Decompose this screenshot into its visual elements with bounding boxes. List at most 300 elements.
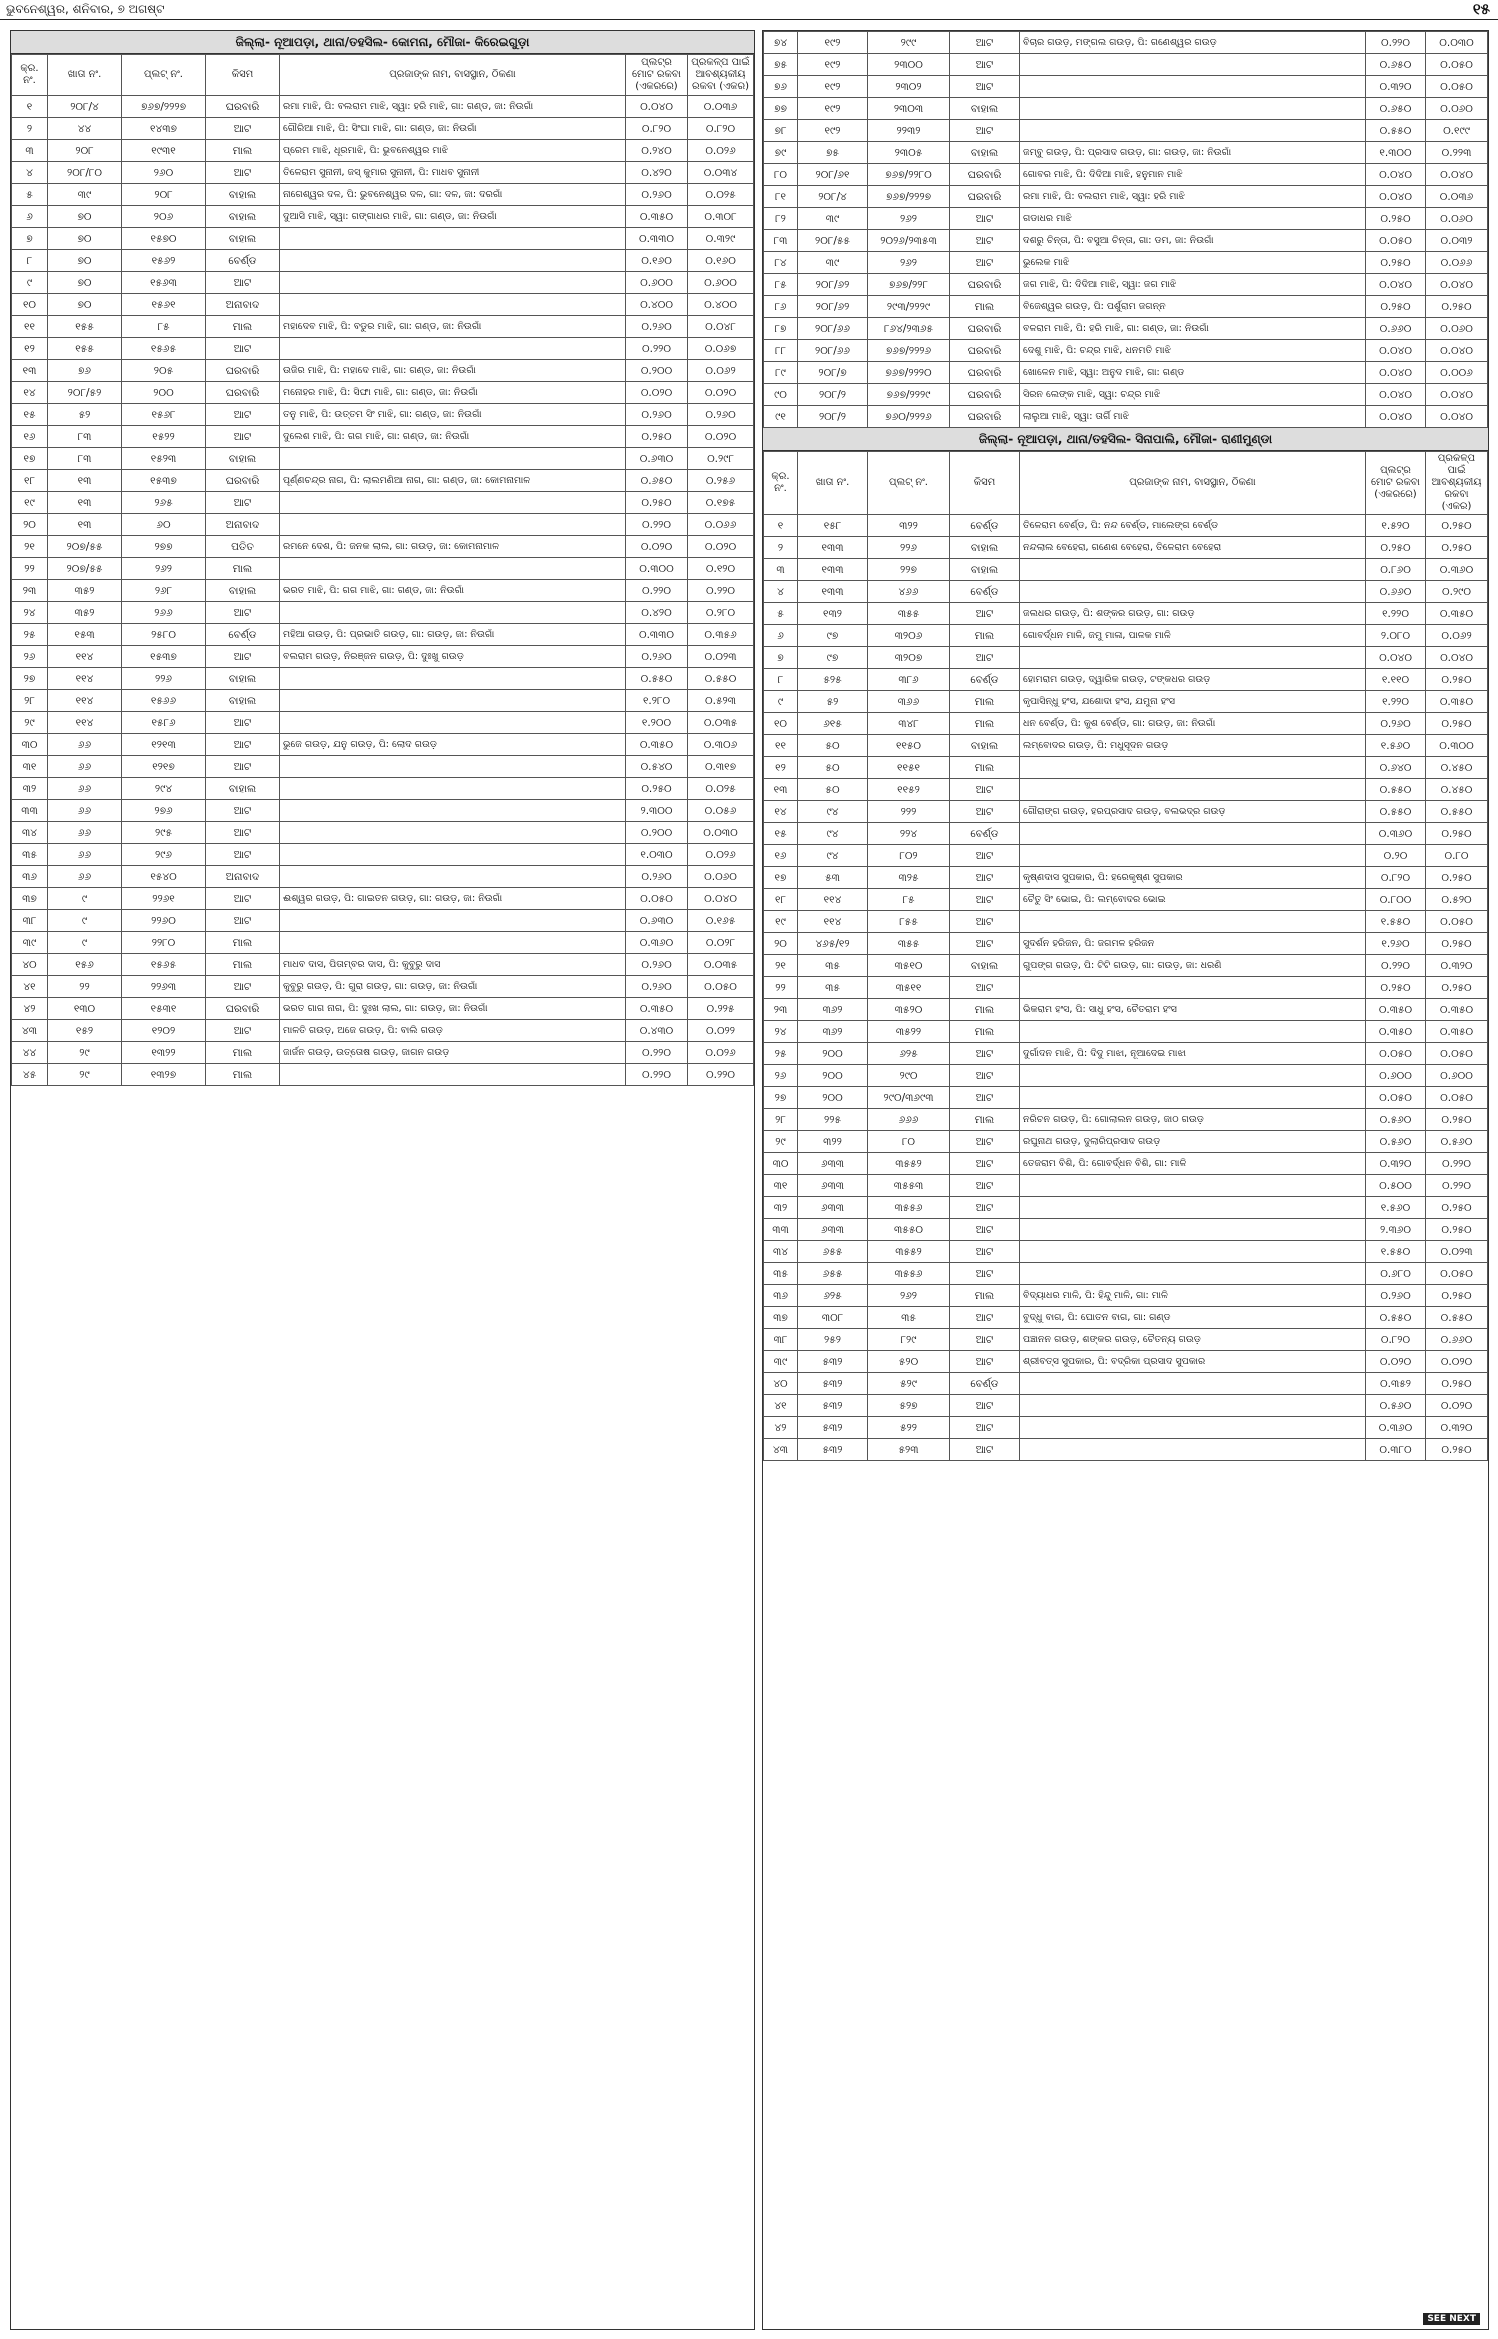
- owner-details-cell: ନନ୍ଦଲାଲ ବେହେରା, ଗଣେଶ ବେହେରା, ତିଳେରାମ ବେହେରା: [1020, 537, 1366, 559]
- table-cell: ୨୯୦: [868, 1065, 950, 1087]
- owner-details-cell: ଗୌରିଆ ମାଝି, ପି: ସିଂଘା ମାଝି, ଗା: ଗଣ୍ଡ, ଜା: ନିଉଗାଁ: [280, 118, 626, 140]
- table-cell: ୫୦: [798, 779, 868, 801]
- table-row: [12, 734, 754, 756]
- owner-details-cell: [280, 712, 626, 734]
- table-cell: ୯: [48, 932, 122, 954]
- table-cell: ୦.୬୫୦: [626, 470, 688, 492]
- table-cell: ୭: [12, 228, 48, 250]
- owner-details-cell: [280, 448, 626, 470]
- table-cell: ୩୯: [798, 208, 868, 230]
- table-cell: ୪୬୬: [868, 581, 950, 603]
- owner-details-cell: ତେଜରାମ ବିଶି, ପି: ଗୋବର୍ଦ୍ଧନ ବିଶି, ଗା: ମାଳି: [1020, 1153, 1366, 1175]
- table-row: [764, 581, 1488, 603]
- table-cell: ୧୦: [764, 713, 798, 735]
- table-cell: ୦.୩୬୦: [626, 932, 688, 954]
- table-cell: ୪୦: [12, 954, 48, 976]
- table-cell: ବେର୍ଣ୍ଡ: [950, 669, 1020, 691]
- owner-details-cell: [1020, 1263, 1366, 1285]
- table-cell: ୨୦୨୬/୨୩୫୩: [868, 230, 950, 252]
- table-cell: ୭୬: [48, 360, 122, 382]
- table-cell: ୧.୨୮୦: [626, 690, 688, 712]
- table-cell: ୨୩: [12, 580, 48, 602]
- table-cell: ୧୧୫୨: [868, 779, 950, 801]
- table-cell: ୦.୬୫୦: [1366, 98, 1426, 120]
- owner-details-cell: [1020, 120, 1366, 142]
- table-cell: ୧୫୬୬: [122, 690, 206, 712]
- owner-details-cell: ଗୋବର୍ଦ୍ଧନ ମାଳି, ଜମୁ ମାଳା, ପାଳକ ମାଳି: [1020, 625, 1366, 647]
- owner-details-cell: [1020, 911, 1366, 933]
- table-cell: ବାହାଲ: [206, 206, 280, 228]
- table-cell: ୭୪: [764, 32, 798, 54]
- table-cell: ୦.୦୪୦: [626, 96, 688, 118]
- table-cell: ଆଟ: [206, 712, 280, 734]
- table-cell: ୮୯: [764, 362, 798, 384]
- table-row: [764, 955, 1488, 977]
- table-cell: ୦.୧୭୫: [688, 492, 754, 514]
- owner-details-cell: ଗୋବର ମାଝି, ପି: ଦିଦିଆ ମାଝି, ହନୁମାନ ମାଝି: [1020, 164, 1366, 186]
- table-cell: ୦.୨୫୦: [1426, 933, 1488, 955]
- right-section-title: ଜିଲ୍ଲା- ନୂଆପଡ଼ା, ଥାନା/ତହସିଲ- ସିନାପାଲି, ମୌଜା- ରାଣୀମୁଣ୍ଡା: [763, 428, 1488, 451]
- table-cell: ଆଟ: [950, 845, 1020, 867]
- table-cell: ଆଟ: [206, 1020, 280, 1042]
- owner-details-cell: [1020, 1219, 1366, 1241]
- table-cell: ୦.୦୨୮: [688, 932, 754, 954]
- table-cell: ୦.୨୫୦: [1426, 823, 1488, 845]
- table-cell: ୦.୨୬୦: [1366, 713, 1426, 735]
- table-cell: ୩୫୨: [48, 580, 122, 602]
- table-cell: ୫୩୨: [798, 1351, 868, 1373]
- owner-details-cell: ଦୁର୍ଗାଦନ ମାଝି, ପି: ଦିଦୁ ମାଝା, ନୂଆଦେଇ ମାଝା: [1020, 1043, 1366, 1065]
- right-table-header: [764, 452, 1488, 515]
- table-row: [12, 272, 754, 294]
- owner-details-cell: [1020, 1197, 1366, 1219]
- table-cell: ୦.୨୨୦: [688, 580, 754, 602]
- table-row: [12, 184, 754, 206]
- table-row: [764, 274, 1488, 296]
- table-row: [12, 338, 754, 360]
- table-cell: ୮୨୯: [868, 1329, 950, 1351]
- table-cell: ୨: [764, 537, 798, 559]
- table-cell: ଆଟ: [206, 338, 280, 360]
- table-cell: ୦.୨୦: [1366, 845, 1426, 867]
- table-cell: ୬୬: [48, 756, 122, 778]
- table-cell: ୧୧୫୦: [868, 735, 950, 757]
- table-cell: ୨୬୫: [122, 492, 206, 514]
- table-row: [12, 888, 754, 910]
- table-row: [764, 1043, 1488, 1065]
- table-cell: ୧: [12, 96, 48, 118]
- table-cell: ୮୩: [48, 448, 122, 470]
- table-row: [12, 1064, 754, 1086]
- table-cell: ୦.୨୫୦: [626, 778, 688, 800]
- table-cell: ୯: [48, 888, 122, 910]
- owner-details-cell: ଦେଶୁ ମାଝି, ପି: ଚନ୍ଦ୍ର ମାଝି, ଧନମତି ମାଝି: [1020, 340, 1366, 362]
- table-cell: ୧୪: [12, 382, 48, 404]
- table-row: [12, 448, 754, 470]
- table-row: [12, 118, 754, 140]
- table-cell: ୨୯୫: [122, 822, 206, 844]
- table-cell: ଘରବାରି: [950, 362, 1020, 384]
- table-cell: ୬୩୩: [798, 1197, 868, 1219]
- table-cell: ୨୨: [764, 977, 798, 999]
- table-cell: ୦.୨୯୦: [1426, 581, 1488, 603]
- table-cell: ୦.୨୬୦: [626, 976, 688, 998]
- table-cell: ୦.୬୪୦: [1366, 757, 1426, 779]
- table-row: [764, 1307, 1488, 1329]
- table-cell: ୭: [764, 647, 798, 669]
- table-cell: ୧୫୩୭: [122, 470, 206, 492]
- table-cell: ୨୬୨: [868, 208, 950, 230]
- table-cell: ୦.୨୨୦: [688, 1064, 754, 1086]
- table-cell: ୬୩୩: [798, 1219, 868, 1241]
- table-cell: ୨୨୨: [868, 801, 950, 823]
- table-cell: ଆଟ: [950, 230, 1020, 252]
- right-table-body: [764, 515, 1488, 1461]
- table-row: [12, 690, 754, 712]
- table-row: [12, 316, 754, 338]
- table-cell: ୦.୨୬୦: [626, 404, 688, 426]
- table-cell: ୨୨୬: [868, 537, 950, 559]
- table-row: [764, 1131, 1488, 1153]
- table-cell: ୦.୩୦୮: [688, 206, 754, 228]
- table-cell: ୧୯୨: [798, 76, 868, 98]
- table-cell: ଘରବାରି: [950, 186, 1020, 208]
- table-cell: ୧.୫୫୦: [1366, 911, 1426, 933]
- table-cell: ୦.୨୨୦: [1426, 1153, 1488, 1175]
- table-row: [764, 1087, 1488, 1109]
- table-cell: ୦.୦୨୨: [688, 1020, 754, 1042]
- table-cell: ୦.୦୫୦: [626, 888, 688, 910]
- table-cell: ୩୬୨: [798, 999, 868, 1021]
- table-cell: ୦.୦୪୦: [1366, 274, 1426, 296]
- table-cell: ୬: [764, 625, 798, 647]
- table-cell: ୬୬: [48, 800, 122, 822]
- table-cell: ୨୫: [764, 1043, 798, 1065]
- table-cell: ବାହାଲ: [206, 228, 280, 250]
- table-cell: ୩୦: [12, 734, 48, 756]
- table-cell: ୨୯୦/୩୬୯୩: [868, 1087, 950, 1109]
- table-cell: ୩୨: [12, 778, 48, 800]
- owner-details-cell: [1020, 1175, 1366, 1197]
- table-cell: ୩: [12, 140, 48, 162]
- table-cell: ୧୫୫: [48, 338, 122, 360]
- table-cell: ୩୩: [764, 1219, 798, 1241]
- table-cell: ୦.୨୫୦: [1426, 867, 1488, 889]
- owner-details-cell: ବଳରାମ ମାଝି, ପି: ହରି ମାଝି, ଗା: ଗଣ୍ଡ, ଜା: ନିଉଗାଁ: [1020, 318, 1366, 340]
- table-row: [764, 1351, 1488, 1373]
- table-cell: ୧୮: [764, 889, 798, 911]
- table-cell: ବାହାଲ: [206, 778, 280, 800]
- table-cell: ବାହାଲ: [206, 668, 280, 690]
- table-cell: ୦.୨୫୦: [626, 492, 688, 514]
- table-cell: ୮: [764, 669, 798, 691]
- table-row: [12, 470, 754, 492]
- owner-details-cell: [280, 932, 626, 954]
- table-row: [764, 1109, 1488, 1131]
- owner-details-cell: [1020, 845, 1366, 867]
- table-cell: ୮୨: [764, 208, 798, 230]
- table-cell: ୦.୦୪୦: [1426, 406, 1488, 428]
- table-cell: ୭୦: [48, 272, 122, 294]
- table-cell: ୦.୨୨୫: [688, 998, 754, 1020]
- table-cell: ୨୨୬୦: [122, 910, 206, 932]
- owner-details-cell: [280, 250, 626, 272]
- table-cell: ୧୩୩: [798, 559, 868, 581]
- left-table-body: [12, 96, 754, 1086]
- table-cell: ୧୭: [12, 448, 48, 470]
- table-cell: ୦.୮୨୦: [1366, 1329, 1426, 1351]
- owner-details-cell: [1020, 757, 1366, 779]
- table-cell: ୦.୫୨୩: [688, 690, 754, 712]
- table-cell: ୦.୩୦୬: [688, 734, 754, 756]
- table-cell: ମାଲ: [206, 954, 280, 976]
- table-cell: ୬୬: [48, 822, 122, 844]
- owner-details-cell: ରମା ମାଝି, ପି: ବଲରାମ ମାଝି, ସ୍ୱା: ହରି ମାଝି, ଗା: ଗଣ୍ଡ, ଜା: ନିଉଗାଁ: [280, 96, 626, 118]
- owner-details-cell: [280, 272, 626, 294]
- table-cell: ୬୬: [48, 866, 122, 888]
- table-cell: ଆଟ: [950, 603, 1020, 625]
- table-row: [12, 514, 754, 536]
- table-cell: ୦.୦୬୨: [688, 360, 754, 382]
- table-cell: ୧୨: [764, 757, 798, 779]
- table-cell: ୦.୦୫୦: [1426, 911, 1488, 933]
- table-cell: ୦.୩୮୦: [1366, 1439, 1426, 1461]
- table-cell: ୦.୫୫୦: [1366, 801, 1426, 823]
- table-row: [764, 1153, 1488, 1175]
- table-cell: ୮୦୨: [868, 845, 950, 867]
- table-cell: ମାଲ: [206, 558, 280, 580]
- table-cell: ୮୫: [868, 889, 950, 911]
- owner-details-cell: [280, 690, 626, 712]
- table-cell: ୦.୦୨୦: [688, 536, 754, 558]
- table-cell: ୫୩: [798, 867, 868, 889]
- table-cell: ୦.୨୮୦: [688, 602, 754, 624]
- table-cell: ୦.୬୩୦: [626, 448, 688, 470]
- table-cell: ଘରବାରି: [950, 274, 1020, 296]
- table-cell: ୯୭: [798, 625, 868, 647]
- table-cell: ୮୫: [764, 274, 798, 296]
- table-cell: ୨୦୭/୫୫: [48, 558, 122, 580]
- table-cell: ୦.୩୦୦: [626, 558, 688, 580]
- table-cell: ୦.୦୩୫: [688, 954, 754, 976]
- table-cell: ୦.୮୨୦: [626, 118, 688, 140]
- left-column: [10, 30, 755, 2330]
- owner-details-cell: ଚୈତୁ ସିଂ ଭୋଇ, ପି: ଲମ୍ବୋଦର ଭୋଇ: [1020, 889, 1366, 911]
- table-cell: ୦.୦୨୩: [1426, 1241, 1488, 1263]
- table-cell: ୦.୨୪୦: [626, 140, 688, 162]
- table-cell: ୨୦୦: [798, 1065, 868, 1087]
- table-cell: ବେର୍ଣ୍ଡ: [950, 1373, 1020, 1395]
- table-cell: ୦.୦୬୨: [1426, 625, 1488, 647]
- owner-details-cell: [280, 514, 626, 536]
- masthead-dateline: ଭୁବନେଶ୍ୱର, ଶନିବାର, ୭ ଅଗଷ୍ଟ: [6, 2, 165, 16]
- table-cell: ୨୦୮/୫୫: [798, 230, 868, 252]
- owner-details-cell: [1020, 977, 1366, 999]
- owner-details-cell: [280, 756, 626, 778]
- table-cell: ବାହାଲ: [206, 448, 280, 470]
- table-cell: ୩୫୫: [868, 933, 950, 955]
- table-row: [764, 208, 1488, 230]
- table-cell: ୨୨୫: [798, 1109, 868, 1131]
- table-row: [764, 625, 1488, 647]
- table-cell: ମାଲ: [206, 932, 280, 954]
- see-next-tag: SEE NEXT: [1423, 2313, 1480, 2325]
- table-cell: ୧୫୩: [48, 624, 122, 646]
- table-row: [12, 580, 754, 602]
- table-cell: ୨୦୦: [798, 1043, 868, 1065]
- table-row: [764, 1263, 1488, 1285]
- owner-details-cell: ପ୍ରେମ ମାଝି, ଧୂରମାଝି, ପି: ଭୁବନେଶ୍ୱର ମାଝି: [280, 140, 626, 162]
- table-cell: ୦.୨୨୦: [1426, 1175, 1488, 1197]
- table-cell: ୧୩୨୨: [122, 1042, 206, 1064]
- table-cell: ଘରବାରି: [206, 360, 280, 382]
- table-row: [12, 228, 754, 250]
- table-cell: ଘରବାରି: [206, 998, 280, 1020]
- table-cell: ୦.୫୬୦: [1366, 1131, 1426, 1153]
- table-cell: ୦.୦୨୦: [1426, 1395, 1488, 1417]
- table-cell: ୦.୬୩୦: [626, 910, 688, 932]
- owner-details-cell: ପୂର୍ଣ୍ଣଚନ୍ଦ୍ର ନାଗ, ପି: ଲାଲମଣିଆ ନାଗ, ଗା: ଗଣ୍ଡ, ଜା: କୋମନାମାଳ: [280, 470, 626, 492]
- table-cell: ଆଟ: [950, 647, 1020, 669]
- table-cell: ଘରବାରି: [950, 406, 1020, 428]
- table-cell: ୦.୩୫୦: [1426, 603, 1488, 625]
- table-row: [764, 713, 1488, 735]
- table-cell: ୨୩୦୫: [868, 142, 950, 164]
- table-cell: ୩୫୫୬: [868, 1263, 950, 1285]
- table-row: [12, 382, 754, 404]
- table-cell: ୭୦: [48, 294, 122, 316]
- table-row: [764, 186, 1488, 208]
- table-cell: ୦.୨୫୦: [1366, 977, 1426, 999]
- table-cell: ୦.୧୨୦: [688, 558, 754, 580]
- table-cell: ୧.୨୨୦: [1366, 691, 1426, 713]
- table-cell: ୪୨: [12, 998, 48, 1020]
- table-cell: ୭୬୭/୨୨୮୦: [868, 164, 950, 186]
- table-cell: ବାହାଲ: [950, 537, 1020, 559]
- owner-details-cell: ନରିଚନ ଗଉଡ଼, ପି: ଗୋଲାଲନ ଗଉଡ଼, ଜାଠ ଗଉଡ଼: [1020, 1109, 1366, 1131]
- table-cell: ୦.୮୨୦: [688, 118, 754, 140]
- table-cell: ୧୫୮: [798, 515, 868, 537]
- table-cell: ୧୩୨୭: [122, 1064, 206, 1086]
- column-header: ପ୍ଲଟ୍ ନଂ.: [868, 452, 950, 515]
- table-cell: ଆଟ: [950, 1395, 1020, 1417]
- table-cell: ୧୩୦: [48, 998, 122, 1020]
- table-cell: ୨୨୭: [868, 559, 950, 581]
- table-cell: ୮୩: [48, 426, 122, 448]
- table-cell: ୬୫୫: [798, 1263, 868, 1285]
- table-row: [764, 252, 1488, 274]
- table-cell: ୩୫୫୬: [868, 1197, 950, 1219]
- table-cell: ୧.୫୬୦: [1366, 1197, 1426, 1219]
- owner-details-cell: [1020, 823, 1366, 845]
- table-cell: ୧.୧୧୦: [1366, 669, 1426, 691]
- table-row: [12, 756, 754, 778]
- table-row: [764, 1373, 1488, 1395]
- owner-details-cell: ବିଚାର ଗଉଡ଼, ମଙ୍ଗଲ ଗଉଡ଼, ପି: ଗଣେଶ୍ୱର ଗଉଡ଼: [1020, 32, 1366, 54]
- table-cell: ମାଲ: [950, 1021, 1020, 1043]
- table-cell: ୧୩୩: [798, 581, 868, 603]
- owner-details-cell: [1020, 1241, 1366, 1263]
- table-cell: ୦.୩୫୦: [626, 998, 688, 1020]
- column-header: ପ୍ଲଟ୍‌ର ମୋଟ ରକବା (ଏକରରେ): [626, 55, 688, 96]
- table-cell: ୦.୦୬୦: [1426, 318, 1488, 340]
- table-cell: ୦.୫୫୦: [1366, 779, 1426, 801]
- table-cell: ୦.୩୬୦: [1366, 823, 1426, 845]
- table-cell: ୦.୦୨୬: [688, 140, 754, 162]
- owner-details-cell: [1020, 779, 1366, 801]
- table-cell: ୦.୦୪୮: [688, 316, 754, 338]
- table-row: [764, 757, 1488, 779]
- table-cell: ୦.୨୬୦: [626, 316, 688, 338]
- table-cell: ବେର୍ଣ୍ଡ: [950, 823, 1020, 845]
- table-row: [764, 845, 1488, 867]
- table-cell: ୦.୩୫୦: [1426, 691, 1488, 713]
- table-cell: ୪୦: [764, 1373, 798, 1395]
- table-row: [764, 32, 1488, 54]
- table-cell: ୦.୫୨୦: [1426, 889, 1488, 911]
- table-cell: ୧୫୬୧: [122, 294, 206, 316]
- table-cell: ୨୦୫: [122, 360, 206, 382]
- table-cell: ୧୫୨: [48, 1020, 122, 1042]
- table-cell: ୩୫: [798, 977, 868, 999]
- table-cell: ୨୦: [764, 933, 798, 955]
- table-cell: ୨୦୮/୭: [798, 362, 868, 384]
- table-cell: ଆଟ: [950, 1153, 1020, 1175]
- table-cell: ୦.୦୩୬: [1426, 186, 1488, 208]
- table-cell: ୨୦୮/୪: [798, 186, 868, 208]
- table-row: [12, 1020, 754, 1042]
- table-cell: ୦.୨୫୦: [1366, 296, 1426, 318]
- table-cell: ୦.୨୦୦: [626, 822, 688, 844]
- table-cell: ୧୪: [764, 801, 798, 823]
- table-cell: ଆଟ: [950, 1131, 1020, 1153]
- table-cell: ୦.୧୬୦: [688, 250, 754, 272]
- owner-details-cell: ମାଳତି ଗଉଡ଼, ଅଜେ ଗଉଡ଼, ପି: ବାଲି ଗଉଡ଼: [280, 1020, 626, 1042]
- table-cell: ୫୩୨: [798, 1395, 868, 1417]
- table-cell: ମାଲ: [206, 316, 280, 338]
- table-cell: ୧୧୫୧: [868, 757, 950, 779]
- table-cell: ୦.୦୨୬: [688, 1042, 754, 1064]
- table-cell: ୨୦୮/୮୦: [48, 162, 122, 184]
- table-row: [12, 162, 754, 184]
- table-cell: ବାହାଲ: [206, 184, 280, 206]
- table-cell: ୧୫୬୫: [122, 338, 206, 360]
- table-row: [764, 362, 1488, 384]
- table-cell: ୦.୫୫୦: [688, 668, 754, 690]
- table-cell: ୦.୩୨୦: [1366, 76, 1426, 98]
- table-cell: ୩୧: [12, 756, 48, 778]
- table-cell: ୦.୫୫୦: [1366, 1307, 1426, 1329]
- table-cell: ୦.୦୫୦: [1366, 1043, 1426, 1065]
- owner-details-cell: ଭରତ ମାଝି, ପି: ଗଗ ମାଝି, ଗା: ଗଣ୍ଡ, ଜା: ନିଉଗାଁ: [280, 580, 626, 602]
- table-cell: ୨୭୬: [122, 800, 206, 822]
- owner-details-cell: [1020, 54, 1366, 76]
- owner-details-cell: [1020, 1417, 1366, 1439]
- table-cell: ୭୫: [798, 142, 868, 164]
- owner-details-cell: ଜାର୍ଜନ ଗଉଡ଼, ଉତ୍ତୋଷ ଗଉଡ଼, ଜାଗନ ଗଉଡ଼: [280, 1042, 626, 1064]
- table-cell: ୦.୪୩୦: [626, 1020, 688, 1042]
- owner-details-cell: ଧନ ବେର୍ଣ୍ଡ, ପି: କୁଶ ବେର୍ଣ୍ଡ, ଗା: ଗଉଡ଼, ଜା: ନିଉଗାଁ: [1020, 713, 1366, 735]
- table-row: [764, 54, 1488, 76]
- owner-details-cell: ଲାଲୁଆ ମାଝି, ସ୍ୱା: ତାର୍ଗି ମାଝି: [1020, 406, 1366, 428]
- table-cell: ଆଟ: [950, 1175, 1020, 1197]
- table-cell: ୨୬୨: [868, 252, 950, 274]
- owner-details-cell: ନାଗେଶ୍ୱର ଦଳ, ପି: ଭୁବନେଶ୍ୱର ଦଳ, ଗା: ଦଳ, ଜା: ଦରଗାଁ: [280, 184, 626, 206]
- table-cell: ୦.୨୬୦: [626, 184, 688, 206]
- table-cell: ୦.୫୬୦: [1426, 1131, 1488, 1153]
- table-cell: ୧୧୪: [48, 668, 122, 690]
- table-cell: ବାହାଲ: [950, 559, 1020, 581]
